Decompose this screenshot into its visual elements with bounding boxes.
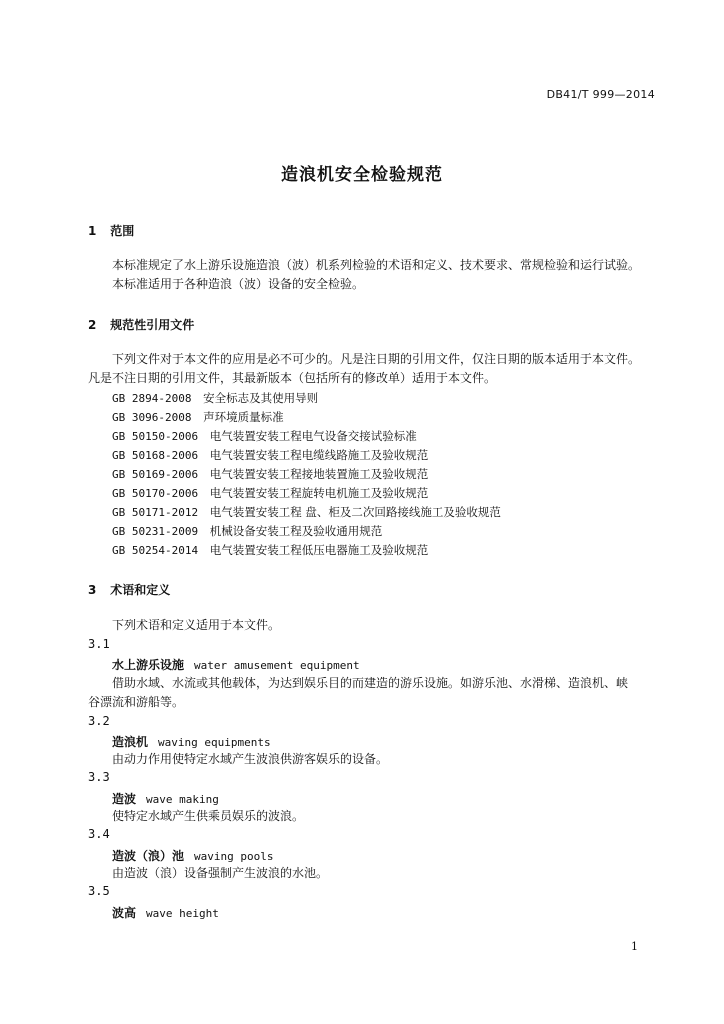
reference-title: 电气装置安装工程电缆线路施工及验收规范	[209, 448, 429, 462]
scope-paragraph: 本标准规定了水上游乐设施造浪（波）机系列检验的术语和定义、技术要求、常规检验和运行试验。	[112, 258, 641, 272]
term-definition: 由造波（浪）设备强制产生波浪的水池。	[112, 866, 329, 880]
term-zh: 造浪机	[112, 735, 149, 749]
section-title: 术语和定义	[110, 583, 171, 597]
term-definition: 谷漂流和游船等。	[88, 695, 185, 709]
reference-item	[112, 428, 417, 444]
term-en: wave height	[146, 907, 219, 920]
reference-item	[112, 504, 501, 520]
clause-number: 3.2	[88, 714, 110, 728]
term-zh: 造波（浪）池	[112, 849, 185, 863]
term-heading	[112, 904, 219, 921]
section-heading-scope	[88, 222, 134, 239]
reference-title: 安全标志及其使用导则	[203, 391, 319, 405]
term-definition: 使特定水域产生供乘员娱乐的波浪。	[112, 809, 305, 823]
scope-paragraph: 本标准适用于各种造浪（波）设备的安全检验。	[112, 277, 365, 291]
normative-intro: 凡是不注日期的引用文件，其最新版本（包括所有的修改单）适用于本文件。	[88, 371, 497, 385]
reference-title: 电气装置安装工程 盘、柜及二次回路接线施工及验收规范	[209, 505, 501, 519]
term-en: water amusement equipment	[194, 659, 360, 672]
reference-title: 电气装置安装工程旋转电机施工及验收规范	[209, 486, 429, 500]
reference-item	[112, 542, 428, 558]
clause-number: 3.4	[88, 827, 110, 841]
section-number: 1	[88, 224, 97, 238]
reference-item	[112, 447, 428, 463]
section-title: 规范性引用文件	[110, 318, 195, 332]
reference-title: 电气装置安装工程电气设备交接试验标准	[209, 429, 417, 443]
reference-item	[112, 390, 318, 406]
term-zh: 造波	[112, 792, 137, 806]
clause-number: 3.1	[88, 637, 110, 651]
reference-code: GB 50150-2006	[112, 430, 199, 443]
term-en: wave making	[146, 793, 219, 806]
reference-title: 机械设备安装工程及验收通用规范	[209, 524, 383, 538]
section-number: 2	[88, 318, 97, 332]
term-en: waving equipments	[158, 736, 271, 749]
page-number: 1	[631, 940, 638, 953]
term-definition: 由动力作用使特定水域产生波浪供游客娱乐的设备。	[112, 752, 389, 766]
reference-title: 电气装置安装工程低压电器施工及验收规范	[209, 543, 429, 557]
terms-intro: 下列术语和定义适用于本文件。	[112, 618, 281, 632]
term-heading	[112, 790, 219, 807]
section-heading-normative	[88, 316, 194, 333]
section-title: 范围	[110, 224, 135, 238]
document-title: 造浪机安全检验规范	[281, 165, 443, 185]
reference-code: GB 50231-2009	[112, 525, 199, 538]
reference-code: GB 50254-2014	[112, 544, 199, 557]
term-heading	[112, 847, 274, 864]
reference-code: GB 50169-2006	[112, 468, 199, 481]
reference-item	[112, 523, 382, 539]
reference-title: 声环境质量标准	[203, 410, 284, 424]
term-zh: 水上游乐设施	[112, 658, 185, 672]
section-heading-terms	[88, 581, 170, 598]
reference-code: GB 50171-2012	[112, 506, 199, 519]
term-heading	[112, 656, 360, 673]
term-zh: 波高	[112, 906, 137, 920]
normative-intro: 下列文件对于本文件的应用是必不可少的。凡是注日期的引用文件，仅注日期的版本适用于本文件。	[112, 352, 641, 366]
standard-code: DB41/T 999—2014	[546, 88, 655, 101]
reference-code: GB 50168-2006	[112, 449, 199, 462]
clause-number: 3.3	[88, 770, 110, 784]
reference-code: GB 2894-2008	[112, 392, 192, 405]
reference-title: 电气装置安装工程接地装置施工及验收规范	[209, 467, 429, 481]
term-heading	[112, 733, 271, 750]
term-en: waving pools	[194, 850, 274, 863]
clause-number: 3.5	[88, 884, 110, 898]
reference-item	[112, 485, 428, 501]
reference-code: GB 50170-2006	[112, 487, 199, 500]
reference-code: GB 3096-2008	[112, 411, 192, 424]
reference-item	[112, 409, 284, 425]
section-number: 3	[88, 583, 97, 597]
term-definition: 借助水域、水流或其他载体，为达到娱乐目的而建造的游乐设施。如游乐池、水滑梯、造浪机、峡	[112, 676, 629, 690]
reference-item	[112, 466, 428, 482]
